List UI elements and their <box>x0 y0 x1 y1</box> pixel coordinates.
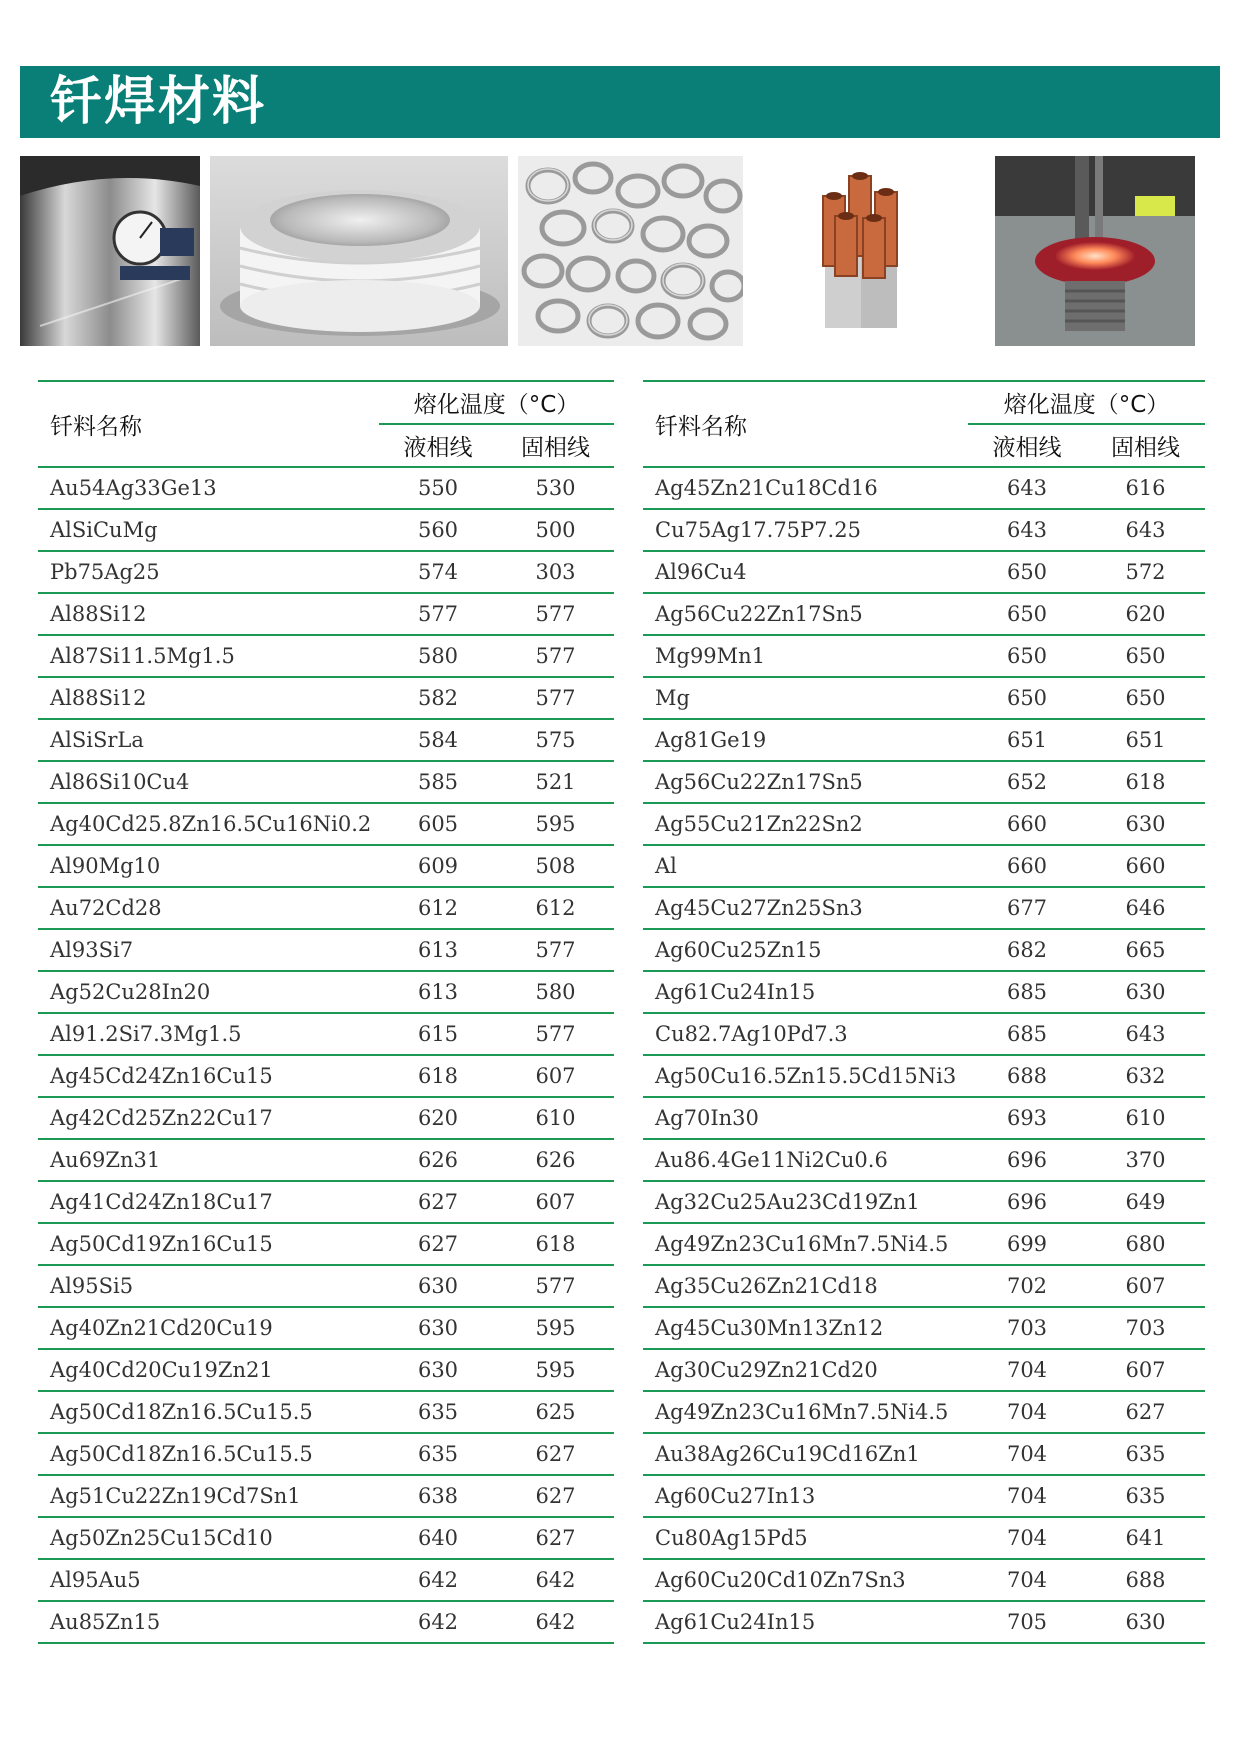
table-row <box>643 719 1205 761</box>
solidus-value: 607 <box>1086 1265 1205 1307</box>
alloy-name: Ag50Zn25Cu15Cd10 <box>38 1517 379 1559</box>
alloy-name: Au86.4Ge11Ni2Cu0.6 <box>643 1139 968 1181</box>
table-row <box>38 509 614 551</box>
solidus-value: 521 <box>497 761 614 803</box>
table-row <box>643 887 1205 929</box>
solidus-value: 620 <box>1086 593 1205 635</box>
alloy-name: Ag45Cu27Zn25Sn3 <box>643 887 968 929</box>
table-row <box>643 845 1205 887</box>
alloy-name: Ag61Cu24In15 <box>643 971 968 1013</box>
solidus-value: 660 <box>1086 845 1205 887</box>
alloy-name: Cu75Ag17.75P7.25 <box>643 509 968 551</box>
liquidus-value: 627 <box>379 1223 497 1265</box>
table-row <box>643 1307 1205 1349</box>
solidus-value: 595 <box>497 1307 614 1349</box>
solidus-value: 577 <box>497 677 614 719</box>
liquidus-value: 688 <box>968 1055 1086 1097</box>
table-row <box>643 1601 1205 1643</box>
solidus-value: 577 <box>497 593 614 635</box>
table-row <box>643 1013 1205 1055</box>
solidus-value: 530 <box>497 467 614 509</box>
table-row <box>38 1601 614 1643</box>
liquidus-value: 605 <box>379 803 497 845</box>
liquidus-value: 613 <box>379 971 497 1013</box>
liquidus-value: 650 <box>968 635 1086 677</box>
liquidus-value: 696 <box>968 1139 1086 1181</box>
liquidus-value: 705 <box>968 1601 1086 1643</box>
liquidus-value: 693 <box>968 1097 1086 1139</box>
alloy-name: Au72Cd28 <box>38 887 379 929</box>
alloy-name: Al88Si12 <box>38 593 379 635</box>
alloy-name: Ag30Cu29Zn21Cd20 <box>643 1349 968 1391</box>
alloy-name: Ag40Cd25.8Zn16.5Cu16Ni0.2 <box>38 803 379 845</box>
alloy-name: Ag81Ge19 <box>643 719 968 761</box>
alloy-name: Ag70In30 <box>643 1097 968 1139</box>
solidus-value: 641 <box>1086 1517 1205 1559</box>
alloy-name: Mg <box>643 677 968 719</box>
liquidus-value: 704 <box>968 1391 1086 1433</box>
alloy-name: Al91.2Si7.3Mg1.5 <box>38 1013 379 1055</box>
solidus-value: 625 <box>497 1391 614 1433</box>
solidus-value: 627 <box>497 1433 614 1475</box>
table-row <box>38 1307 614 1349</box>
col-header-name: 钎料名称 <box>643 381 968 467</box>
alloy-name: Al96Cu4 <box>643 551 968 593</box>
table-row <box>38 1181 614 1223</box>
alloy-name: Al87Si11.5Mg1.5 <box>38 635 379 677</box>
solidus-value: 577 <box>497 635 614 677</box>
alloy-name: Ag45Zn21Cu18Cd16 <box>643 467 968 509</box>
liquidus-value: 704 <box>968 1475 1086 1517</box>
liquidus-value: 702 <box>968 1265 1086 1307</box>
solidus-value: 688 <box>1086 1559 1205 1601</box>
table-row <box>38 551 614 593</box>
photo-tubes <box>805 156 915 346</box>
alloy-name: Ag35Cu26Zn21Cd18 <box>643 1265 968 1307</box>
liquidus-value: 650 <box>968 551 1086 593</box>
alloy-name: Al95Si5 <box>38 1265 379 1307</box>
table-row <box>38 1097 614 1139</box>
alloy-name: Ag56Cu22Zn17Sn5 <box>643 761 968 803</box>
solidus-value: 643 <box>1086 509 1205 551</box>
page-title: 钎焊材料 <box>50 72 267 132</box>
alloy-name: Ag60Cu27In13 <box>643 1475 968 1517</box>
solidus-value: 650 <box>1086 677 1205 719</box>
alloy-name: Al88Si12 <box>38 677 379 719</box>
solidus-value: 618 <box>497 1223 614 1265</box>
table-row <box>38 1475 614 1517</box>
table-row <box>643 1517 1205 1559</box>
alloy-name: Ag55Cu21Zn22Sn2 <box>643 803 968 845</box>
alloy-name: Ag50Cd19Zn16Cu15 <box>38 1223 379 1265</box>
table-row <box>643 677 1205 719</box>
table-row <box>38 677 614 719</box>
liquidus-value: 630 <box>379 1307 497 1349</box>
table-row <box>643 1097 1205 1139</box>
col-header-solidus: 固相线 <box>497 424 614 467</box>
photo-induction <box>995 156 1195 346</box>
alloy-name: Ag45Cu30Mn13Zn12 <box>643 1307 968 1349</box>
table-row <box>643 1139 1205 1181</box>
solidus-value: 627 <box>1086 1391 1205 1433</box>
table-row <box>643 803 1205 845</box>
solidus-value: 651 <box>1086 719 1205 761</box>
table-row <box>643 635 1205 677</box>
liquidus-value: 574 <box>379 551 497 593</box>
solidus-value: 303 <box>497 551 614 593</box>
table-row <box>643 1349 1205 1391</box>
table-row <box>643 1181 1205 1223</box>
alloy-name: Ag50Cd18Zn16.5Cu15.5 <box>38 1391 379 1433</box>
alloy-name: Ag61Cu24In15 <box>643 1601 968 1643</box>
solidus-value: 572 <box>1086 551 1205 593</box>
alloy-name: Cu80Ag15Pd5 <box>643 1517 968 1559</box>
table-row <box>38 719 614 761</box>
table-row <box>38 1139 614 1181</box>
liquidus-value: 699 <box>968 1223 1086 1265</box>
table-row <box>643 1265 1205 1307</box>
table-row <box>643 971 1205 1013</box>
solidus-value: 577 <box>497 1265 614 1307</box>
table-row <box>38 1433 614 1475</box>
alloy-name: Ag41Cd24Zn18Cu17 <box>38 1181 379 1223</box>
table-row <box>38 971 614 1013</box>
solidus-value: 612 <box>497 887 614 929</box>
brazing-table-right <box>643 380 1205 1644</box>
solidus-value: 627 <box>497 1517 614 1559</box>
alloy-name: Ag52Cu28In20 <box>38 971 379 1013</box>
alloy-name: Mg99Mn1 <box>643 635 968 677</box>
col-header-melting-temp: 熔化温度（°C） <box>379 381 614 424</box>
table-row <box>38 887 614 929</box>
alloy-name: Ag49Zn23Cu16Mn7.5Ni4.5 <box>643 1223 968 1265</box>
solidus-value: 680 <box>1086 1223 1205 1265</box>
liquidus-value: 704 <box>968 1559 1086 1601</box>
alloy-name: Pb75Ag25 <box>38 551 379 593</box>
liquidus-value: 640 <box>379 1517 497 1559</box>
solidus-value: 703 <box>1086 1307 1205 1349</box>
table-row <box>643 1475 1205 1517</box>
solidus-value: 665 <box>1086 929 1205 971</box>
table-row <box>38 803 614 845</box>
table-row <box>38 929 614 971</box>
alloy-name: Al86Si10Cu4 <box>38 761 379 803</box>
alloy-name: AlSiSrLa <box>38 719 379 761</box>
alloy-name: Ag50Cu16.5Zn15.5Cd15Ni3 <box>643 1055 968 1097</box>
title-bar <box>20 66 1220 138</box>
table-row <box>643 929 1205 971</box>
alloy-name: Al93Si7 <box>38 929 379 971</box>
liquidus-value: 652 <box>968 761 1086 803</box>
solidus-value: 635 <box>1086 1433 1205 1475</box>
table-row <box>643 1559 1205 1601</box>
col-header-liquidus: 液相线 <box>968 424 1086 467</box>
brazing-table-left <box>38 380 614 1644</box>
liquidus-value: 696 <box>968 1181 1086 1223</box>
solidus-value: 607 <box>497 1181 614 1223</box>
solidus-value: 618 <box>1086 761 1205 803</box>
table-row <box>643 509 1205 551</box>
alloy-name: Ag56Cu22Zn17Sn5 <box>643 593 968 635</box>
photo-foil <box>20 156 200 346</box>
solidus-value: 610 <box>1086 1097 1205 1139</box>
liquidus-value: 584 <box>379 719 497 761</box>
table-row <box>38 1517 614 1559</box>
liquidus-value: 704 <box>968 1433 1086 1475</box>
alloy-name: Al90Mg10 <box>38 845 379 887</box>
alloy-name: Au38Ag26Cu19Cd16Zn1 <box>643 1433 968 1475</box>
table-row <box>38 1265 614 1307</box>
solidus-value: 577 <box>497 929 614 971</box>
liquidus-value: 582 <box>379 677 497 719</box>
col-header-liquidus: 液相线 <box>379 424 497 467</box>
solidus-value: 635 <box>1086 1475 1205 1517</box>
alloy-name: Ag40Zn21Cd20Cu19 <box>38 1307 379 1349</box>
alloy-name: Ag60Cu20Cd10Zn7Sn3 <box>643 1559 968 1601</box>
liquidus-value: 627 <box>379 1181 497 1223</box>
table-row <box>38 467 614 509</box>
liquidus-value: 612 <box>379 887 497 929</box>
alloy-name: Ag42Cd25Zn22Cu17 <box>38 1097 379 1139</box>
col-header-melting-temp: 熔化温度（°C） <box>968 381 1205 424</box>
solidus-value: 607 <box>1086 1349 1205 1391</box>
alloy-name: Ag60Cu25Zn15 <box>643 929 968 971</box>
solidus-value: 649 <box>1086 1181 1205 1223</box>
col-header-solidus: 固相线 <box>1086 424 1205 467</box>
photo-disc <box>210 156 508 346</box>
liquidus-value: 685 <box>968 1013 1086 1055</box>
liquidus-value: 635 <box>379 1391 497 1433</box>
table-row <box>643 467 1205 509</box>
liquidus-value: 682 <box>968 929 1086 971</box>
liquidus-value: 643 <box>968 509 1086 551</box>
solidus-value: 616 <box>1086 467 1205 509</box>
liquidus-value: 620 <box>379 1097 497 1139</box>
liquidus-value: 630 <box>379 1265 497 1307</box>
table-row <box>643 593 1205 635</box>
alloy-name: Ag49Zn23Cu16Mn7.5Ni4.5 <box>643 1391 968 1433</box>
liquidus-value: 703 <box>968 1307 1086 1349</box>
table-row <box>643 761 1205 803</box>
liquidus-value: 650 <box>968 677 1086 719</box>
solidus-value: 595 <box>497 803 614 845</box>
alloy-name: Al95Au5 <box>38 1559 379 1601</box>
liquidus-value: 630 <box>379 1349 497 1391</box>
liquidus-value: 615 <box>379 1013 497 1055</box>
liquidus-value: 660 <box>968 803 1086 845</box>
liquidus-value: 618 <box>379 1055 497 1097</box>
liquidus-value: 577 <box>379 593 497 635</box>
solidus-value: 595 <box>497 1349 614 1391</box>
liquidus-value: 626 <box>379 1139 497 1181</box>
table-row <box>38 1349 614 1391</box>
table-row <box>643 1223 1205 1265</box>
solidus-value: 646 <box>1086 887 1205 929</box>
solidus-value: 500 <box>497 509 614 551</box>
photo-rings <box>518 156 743 346</box>
liquidus-value: 635 <box>379 1433 497 1475</box>
liquidus-value: 651 <box>968 719 1086 761</box>
table-row <box>38 593 614 635</box>
table-row <box>643 551 1205 593</box>
liquidus-value: 550 <box>379 467 497 509</box>
alloy-name: Cu82.7Ag10Pd7.3 <box>643 1013 968 1055</box>
liquidus-value: 660 <box>968 845 1086 887</box>
alloy-name: Ag51Cu22Zn19Cd7Sn1 <box>38 1475 379 1517</box>
alloy-name: AlSiCuMg <box>38 509 379 551</box>
table-row <box>643 1391 1205 1433</box>
solidus-value: 610 <box>497 1097 614 1139</box>
solidus-value: 626 <box>497 1139 614 1181</box>
table-row <box>38 845 614 887</box>
table-row <box>38 1223 614 1265</box>
liquidus-value: 650 <box>968 593 1086 635</box>
table-row <box>38 1391 614 1433</box>
alloy-name: Al <box>643 845 968 887</box>
table-row <box>643 1433 1205 1475</box>
alloy-name: Au69Zn31 <box>38 1139 379 1181</box>
solidus-value: 630 <box>1086 803 1205 845</box>
alloy-name: Ag50Cd18Zn16.5Cu15.5 <box>38 1433 379 1475</box>
liquidus-value: 613 <box>379 929 497 971</box>
solidus-value: 575 <box>497 719 614 761</box>
solidus-value: 627 <box>497 1475 614 1517</box>
liquidus-value: 704 <box>968 1349 1086 1391</box>
liquidus-value: 677 <box>968 887 1086 929</box>
solidus-value: 650 <box>1086 635 1205 677</box>
liquidus-value: 685 <box>968 971 1086 1013</box>
table-row <box>643 1055 1205 1097</box>
solidus-value: 370 <box>1086 1139 1205 1181</box>
liquidus-value: 560 <box>379 509 497 551</box>
liquidus-value: 642 <box>379 1601 497 1643</box>
liquidus-value: 585 <box>379 761 497 803</box>
solidus-value: 642 <box>497 1601 614 1643</box>
solidus-value: 643 <box>1086 1013 1205 1055</box>
table-row <box>38 635 614 677</box>
solidus-value: 632 <box>1086 1055 1205 1097</box>
alloy-name: Ag32Cu25Au23Cd19Zn1 <box>643 1181 968 1223</box>
table-row <box>38 761 614 803</box>
liquidus-value: 704 <box>968 1517 1086 1559</box>
solidus-value: 630 <box>1086 971 1205 1013</box>
solidus-value: 630 <box>1086 1601 1205 1643</box>
liquidus-value: 638 <box>379 1475 497 1517</box>
table-row <box>38 1013 614 1055</box>
solidus-value: 642 <box>497 1559 614 1601</box>
solidus-value: 607 <box>497 1055 614 1097</box>
table-row <box>38 1559 614 1601</box>
liquidus-value: 643 <box>968 467 1086 509</box>
solidus-value: 577 <box>497 1013 614 1055</box>
alloy-name: Ag40Cd20Cu19Zn21 <box>38 1349 379 1391</box>
liquidus-value: 580 <box>379 635 497 677</box>
table-row <box>38 1055 614 1097</box>
col-header-name: 钎料名称 <box>38 381 379 467</box>
solidus-value: 508 <box>497 845 614 887</box>
solidus-value: 580 <box>497 971 614 1013</box>
alloy-name: Au54Ag33Ge13 <box>38 467 379 509</box>
alloy-name: Au85Zn15 <box>38 1601 379 1643</box>
alloy-name: Ag45Cd24Zn16Cu15 <box>38 1055 379 1097</box>
liquidus-value: 609 <box>379 845 497 887</box>
liquidus-value: 642 <box>379 1559 497 1601</box>
